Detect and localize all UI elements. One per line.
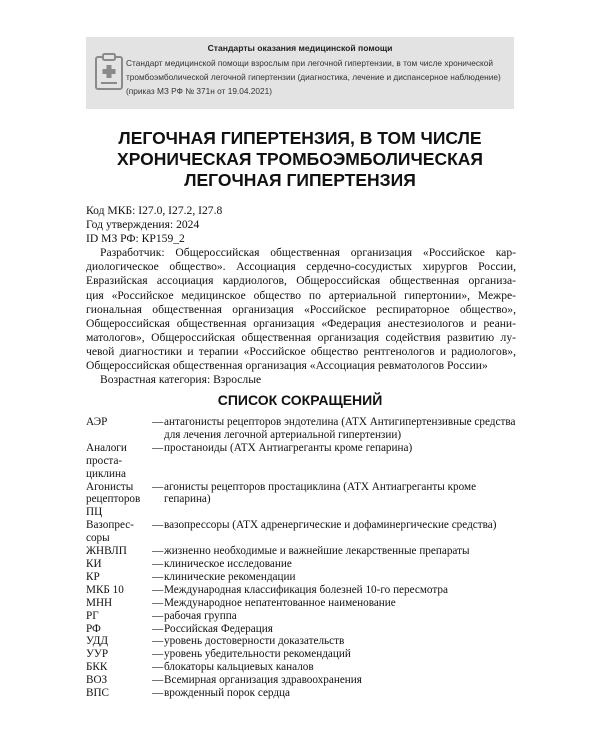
abbreviation-term: УДД: [86, 635, 109, 648]
developer-line: матологов», Общероссийская общественная организация содействия развитию лу-: [86, 330, 516, 344]
abbreviation-row: [86, 584, 516, 597]
abbreviation-row: [86, 519, 516, 545]
abbreviation-row: [86, 481, 516, 520]
abbreviation-dash: —: [152, 687, 164, 700]
abbreviation-definition: врожденный порок сердца: [164, 687, 291, 700]
abbreviation-definition: антагонисты рецепторов эндотелина (АТХ Антигипертензивные средства для лечения легочной артериальной гипертензии): [164, 416, 516, 441]
clipboard-medical-icon: [94, 53, 124, 91]
abbreviation-dash: —: [152, 583, 164, 596]
abbreviation-definition: простаноиды (АТХ Антиагреганты кроме гепарина): [164, 441, 413, 454]
abbreviation-term: МКБ 10: [86, 583, 124, 596]
abbreviation-dash: —: [152, 648, 164, 661]
title-line: ЛЕГОЧНАЯ ГИПЕРТЕНЗИЯ: [184, 170, 416, 190]
age-category: Возрастная категория: Взрослые: [100, 373, 262, 387]
abbreviation-definition: уровень убедительности рекомендаций: [164, 648, 351, 661]
abbreviation-term: КИ: [86, 557, 102, 570]
abbreviation-definition: жизненно необходимые и важнейшие лекарственные препараты: [164, 545, 470, 558]
abbreviation-dash: —: [152, 519, 164, 532]
banner-line: Стандарт медицинской помощи взрослым при легочной гипертензии, в том числе хронической: [126, 58, 493, 68]
document-meta: [86, 204, 516, 387]
page-title: [60, 128, 540, 191]
title-line: ХРОНИЧЕСКАЯ ТРОМБОЭМБОЛИЧЕСКАЯ: [117, 149, 483, 169]
abbreviation-dash: —: [152, 609, 164, 622]
abbreviation-definition: Всемирная организация здравоохранения: [164, 674, 362, 687]
abbreviation-term: КР: [86, 570, 100, 583]
abbreviation-dash: —: [152, 416, 164, 428]
developer-line: чевой диагностики и терапии «Российское общество рентгенологов и радиологов»,: [86, 344, 516, 358]
abbreviation-term: Аналоги простациклина: [86, 441, 127, 480]
abbreviation-definition: Российская Федерация: [164, 622, 273, 635]
abbreviation-dash: —: [152, 674, 164, 687]
abbreviation-definition: уровень достоверности доказательств: [164, 635, 345, 648]
abbreviation-row: [86, 674, 516, 687]
abbreviation-definition: Международное непатентованное наименование: [164, 596, 396, 609]
banner-line: (приказ МЗ РФ № 371н от 19.04.2021): [126, 86, 272, 96]
abbreviation-row: [86, 416, 516, 442]
developer-line: Общероссийская общественная организация «Ассоциация ревматологов России»: [86, 359, 488, 373]
abbreviation-row: [86, 623, 516, 636]
abbreviations-list: [86, 416, 516, 700]
abbreviation-dash: —: [152, 557, 164, 570]
developer-text: [86, 246, 516, 373]
abbreviation-definition: Международная классификация болезней 10-го пересмотра: [164, 583, 448, 596]
abbreviation-term: Агонисты рецепторов ПЦ: [86, 480, 141, 519]
approval-year: Год утверждения: 2024: [86, 218, 200, 232]
abbreviation-dash: —: [152, 661, 164, 674]
abbreviation-dash: —: [152, 635, 164, 648]
abbreviation-definition: рабочая группа: [164, 609, 237, 622]
abbreviation-term: РФ: [86, 622, 101, 635]
ministry-id: ID МЗ РФ: КР159_2: [86, 232, 185, 246]
abbreviation-definition: клиническое исследование: [164, 557, 292, 570]
abbreviation-definition: клинические рекомендации: [164, 570, 296, 583]
abbreviation-row: [86, 545, 516, 558]
abbreviation-term: ВПС: [86, 687, 110, 700]
abbreviation-term: Вазопрессоры: [86, 519, 134, 545]
abbreviation-row: [86, 635, 516, 648]
developer-line: Евразийская ассоциация кардиологов, Общероссийская общественная организа-: [86, 274, 516, 288]
abbreviation-term: БКК: [86, 661, 108, 674]
abbreviation-row: [86, 571, 516, 584]
standards-banner: [86, 37, 514, 109]
abbreviation-definition: блокаторы кальциевых каналов: [164, 661, 314, 674]
developer-line: диологическое общество». Ассоциация сердечно-сосудистых хирургов России,: [86, 260, 516, 274]
abbreviation-dash: —: [152, 480, 164, 493]
developer-line: ция «Российское медицинское общество по артериальной гипертонии», Межре-: [86, 288, 516, 302]
abbreviation-dash: —: [152, 545, 164, 558]
developer-line: Общероссийская общественная организация «Федерация анестезиологов и реани-: [86, 316, 516, 330]
abbreviation-term: УУР: [86, 648, 109, 661]
developer-line: Разработчик: Общероссийская общественная организация «Российское кар-: [100, 246, 516, 260]
abbreviation-dash: —: [152, 622, 164, 635]
abbreviation-row: [86, 442, 516, 481]
abbreviation-row: [86, 661, 516, 674]
mkb-code: Код МКБ: I27.0, I27.2, I27.8: [86, 204, 223, 217]
banner-title: Стандарты оказания медицинской помощи: [207, 43, 393, 53]
abbreviation-row: [86, 558, 516, 571]
abbreviation-term: ЖНВЛП: [86, 545, 127, 558]
developer-line: гиональная общественная организация «Российское респираторное общество»,: [86, 302, 516, 316]
banner-text: [126, 56, 510, 98]
abbreviation-definition: агонисты рецепторов простациклина (АТХ Антиагреганты кроме гепарина): [164, 480, 477, 506]
abbreviation-dash: —: [152, 441, 164, 454]
abbreviation-term: МНН: [86, 596, 113, 609]
abbreviation-row: [86, 597, 516, 610]
abbreviation-term: РГ: [86, 609, 99, 622]
abbreviation-definition: вазопрессоры (АТХ адренергические и дофаминергические средства): [164, 519, 497, 532]
abbreviation-dash: —: [152, 596, 164, 609]
abbreviation-dash: —: [152, 570, 164, 583]
title-line: ЛЕГОЧНАЯ ГИПЕРТЕНЗИЯ, В ТОМ ЧИСЛЕ: [118, 128, 482, 148]
abbreviation-term: ВОЗ: [86, 674, 108, 687]
abbreviation-row: [86, 687, 516, 700]
banner-line: тромбоэмболической легочной гипертензии (диагностика, лечение и диспансерное наблюдение): [126, 72, 501, 82]
abbreviation-term: АЭР: [86, 416, 108, 428]
abbreviations-heading: СПИСОК СОКРАЩЕНИЙ: [217, 392, 383, 408]
abbreviation-row: [86, 648, 516, 661]
abbreviation-row: [86, 610, 516, 623]
